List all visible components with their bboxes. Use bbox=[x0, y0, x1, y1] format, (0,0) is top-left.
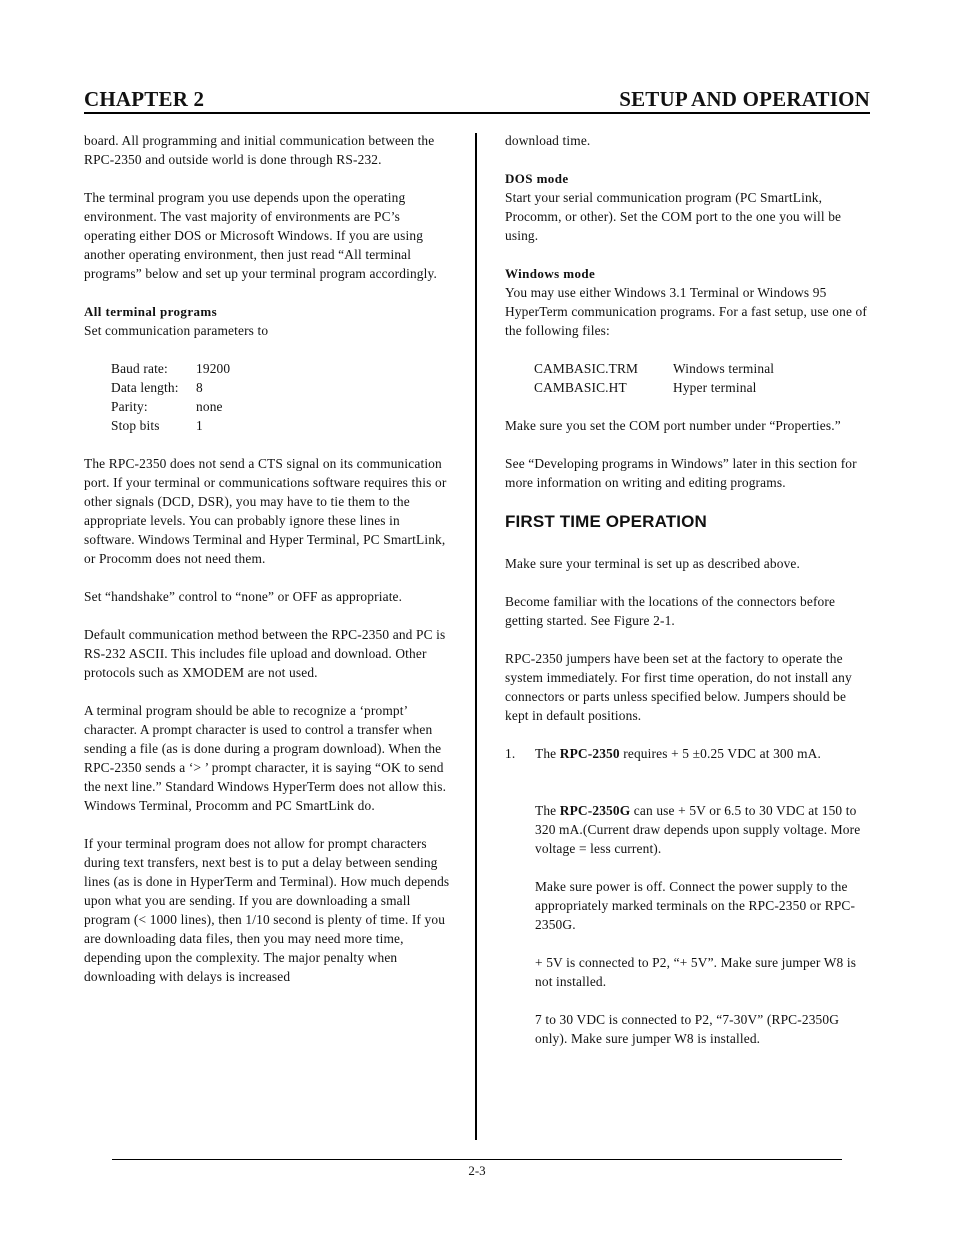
left-column bbox=[84, 131, 452, 1005]
param-row bbox=[111, 378, 230, 397]
paragraph: board. All programming and initial communication between the RPC-2350 and outside world is done through RS-232. bbox=[84, 133, 435, 167]
comm-params-table bbox=[111, 359, 230, 435]
paragraph: The terminal program you use depends upon the operating environment. The vast majority of environments are PC’s operating either DOS or Microsoft Windows. If you are using another operating environment, then just read “All terminal programs” below and set up your terminal program accordingly. bbox=[84, 190, 437, 281]
param-name: Baud rate: bbox=[111, 361, 168, 376]
item-text bbox=[535, 744, 821, 763]
param-value: 19200 bbox=[196, 361, 231, 376]
param-row bbox=[111, 359, 230, 378]
paragraph: Make sure your terminal is set up as described above. bbox=[505, 556, 801, 571]
chapter-label: CHAPTER 2 bbox=[84, 87, 205, 111]
item-text-bold: RPC-2350 bbox=[559, 746, 620, 761]
subheading-all-terminal-programs: All terminal programs bbox=[84, 304, 218, 319]
paragraph: See “Developing programs in Windows” later in this section for more information on writing and editing programs. bbox=[505, 456, 857, 490]
paragraph: Make sure power is off. Connect the power supply to the appropriately marked terminals on the RPC-2350 or RPC-2350G. bbox=[535, 879, 856, 932]
file-row bbox=[534, 359, 774, 378]
file-desc: Hyper terminal bbox=[673, 380, 757, 395]
file-name: CAMBASIC.HT bbox=[534, 380, 627, 395]
paragraph: + 5V is connected to P2, “+ 5V”. Make sure jumper W8 is not installed. bbox=[535, 955, 857, 989]
paragraph: Become familiar with the locations of the connectors before getting started. See Figure 2-1. bbox=[505, 594, 836, 628]
setup-files-table bbox=[534, 359, 774, 397]
file-name: CAMBASIC.TRM bbox=[534, 361, 639, 376]
para-post: can use + 5V or 6.5 to 30 VDC at 150 to 320 mA.(Current draw depends upon supply voltage. More voltage = less current). bbox=[535, 803, 861, 856]
subheading-dos-mode: DOS mode bbox=[505, 171, 569, 186]
paragraph: If your terminal program does not allow for prompt characters during text transfers, next best is to put a delay between sending lines (as is done in HyperTerm and Terminal). How much depends upon what you are sending. If you are downloading a small program (< 1000 lines), then 1/10 second is plenty of time. If you are downloading data files, then you may need more time, depending upon the complexity. The major penalty when downloading with delays is increased bbox=[84, 836, 450, 984]
param-value: 8 bbox=[196, 380, 203, 395]
paragraph: Set “handshake” control to “none” or OFF as appropriate. bbox=[84, 589, 403, 604]
param-name: Data length: bbox=[111, 380, 179, 395]
paragraph bbox=[535, 801, 872, 858]
file-desc: Windows terminal bbox=[673, 361, 775, 376]
para-pre: The bbox=[535, 803, 560, 818]
footer-rule bbox=[112, 1159, 842, 1160]
paragraph: download time. bbox=[505, 133, 591, 148]
item-text-pre: The bbox=[535, 746, 560, 761]
para-bold: RPC-2350G bbox=[559, 803, 631, 818]
item-number: 1. bbox=[505, 746, 516, 761]
param-value: 1 bbox=[196, 418, 203, 433]
paragraph: A terminal program should be able to recognize a ‘prompt’ character. A prompt character is used to control a transfer when sending a file (as is done during a program download). When the RPC-2350 sends a ‘> ’ prompt character, it is saying “OK to send the next line.” Standard Windows HyperTerm does not allow this. Windows Terminal, Procomm and PC SmartLink do. bbox=[84, 703, 447, 813]
paragraph: RPC-2350 jumpers have been set at the factory to operate the system immediately. For first time operation, do not install any connectors or parts unless specified below. Jumpers should be kept in default positions. bbox=[505, 651, 852, 723]
file-row bbox=[534, 378, 774, 397]
paragraph: Start your serial communication program (PC SmartLink, Procomm, or other). Set the COM port to the one you will be using. bbox=[505, 190, 842, 243]
paragraph: The RPC-2350 does not send a CTS signal on its communication port. If your terminal or communications software requires this or other signals (DCD, DSR), you may have to tie them to the appropriate levels. You can probably ignore these lines in software. Windows Terminal and Hyper Terminal, PC SmartLink, or Procomm does not need them. bbox=[84, 456, 447, 566]
chapter-title: SETUP AND OPERATION bbox=[619, 87, 870, 111]
param-name: Stop bits bbox=[111, 418, 160, 433]
column-divider bbox=[475, 133, 477, 1140]
param-row bbox=[111, 416, 230, 435]
subheading-windows-mode: Windows mode bbox=[505, 266, 596, 281]
paragraph: You may use either Windows 3.1 Terminal or Windows 95 HyperTerm communication programs. For a fast setup, use one of the following files: bbox=[505, 285, 868, 338]
paragraph: Make sure you set the COM port number under “Properties.” bbox=[505, 418, 841, 433]
section-heading: FIRST TIME OPERATION bbox=[505, 512, 707, 531]
paragraph: Default communication method between the RPC-2350 and PC is RS-232 ASCII. This includes file upload and download. Other protocols such as XMODEM are not used. bbox=[84, 627, 446, 680]
page-header bbox=[84, 84, 870, 114]
param-name: Parity: bbox=[111, 399, 148, 414]
param-row bbox=[111, 397, 230, 416]
item-text-post: requires + 5 ±0.25 VDC at 300 mA. bbox=[619, 746, 822, 761]
right-column bbox=[505, 131, 872, 1067]
param-value: none bbox=[196, 399, 223, 414]
paragraph: Set communication parameters to bbox=[84, 323, 269, 338]
paragraph: 7 to 30 VDC is connected to P2, “7-30V” (RPC-2350G only). Make sure jumper W8 is installed. bbox=[535, 1012, 840, 1046]
page-number: 2-3 bbox=[468, 1163, 486, 1178]
numbered-item bbox=[505, 744, 872, 763]
